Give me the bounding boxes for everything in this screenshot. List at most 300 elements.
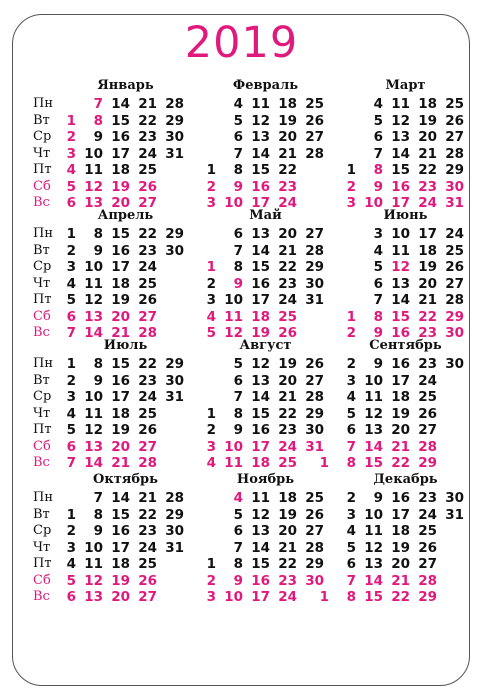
day-cell: 21 [111, 325, 130, 341]
day-cell: 5 [66, 178, 76, 195]
day-cell: 4 [66, 405, 76, 422]
day-cell: 24 [138, 145, 157, 162]
day-cell: 22 [391, 455, 410, 471]
day-cell: 28 [305, 539, 324, 556]
day-cell: 1 [66, 226, 76, 242]
weekday-label-7: Вс [33, 589, 50, 604]
day-cell: 25 [445, 242, 464, 259]
day-cell: 24 [418, 195, 437, 211]
day-cell: 11 [364, 389, 383, 405]
day-cell: 1 [206, 259, 216, 275]
day-cell: 4 [66, 556, 76, 572]
day-cell: 29 [305, 405, 324, 422]
day-cell: 2 [346, 356, 356, 372]
day-cell: 29 [418, 455, 437, 471]
day-cell: 23 [418, 325, 437, 341]
day-cell: 6 [346, 556, 356, 572]
day-cell: 18 [418, 242, 437, 259]
day-cell: 20 [418, 275, 437, 292]
day-cell: 11 [391, 242, 410, 259]
day-cell: 21 [278, 539, 297, 556]
day-cell: 9 [93, 523, 103, 539]
day-cell: 26 [305, 112, 324, 129]
day-cell: 30 [305, 572, 324, 589]
day-cell: 14 [391, 292, 410, 308]
day-cell: 11 [364, 523, 383, 539]
weekday-label-1: Пн [33, 96, 54, 111]
day-cell: 9 [233, 178, 243, 195]
day-cell: 25 [278, 455, 297, 471]
day-cell: 23 [418, 178, 437, 195]
day-cell: 2 [346, 178, 356, 195]
day-cell: 28 [445, 292, 464, 308]
day-cell: 14 [391, 145, 410, 162]
day-cell: 10 [84, 539, 103, 556]
day-cell: 10 [84, 259, 103, 275]
day-cell: 6 [233, 129, 243, 145]
weekday-label-3: Ср [33, 389, 52, 404]
day-cell: 6 [66, 438, 76, 455]
day-cell: 15 [111, 356, 130, 372]
day-cell: 26 [138, 422, 157, 438]
weekday-label-2: Вт [33, 372, 50, 388]
day-cell: 25 [305, 490, 324, 506]
day-cell: 13 [251, 129, 270, 145]
weekday-label-4: Чт [33, 405, 51, 421]
day-cell: 7 [346, 572, 356, 589]
day-cell: 26 [418, 539, 437, 556]
day-cell: 20 [391, 556, 410, 572]
day-cell: 2 [346, 325, 356, 341]
day-cell: 12 [224, 325, 243, 341]
day-cell: 18 [251, 308, 270, 325]
day-cell: 17 [391, 506, 410, 523]
day-cell: 7 [233, 539, 243, 556]
day-cell: 27 [305, 372, 324, 389]
day-cell: 28 [165, 490, 184, 506]
day-cell: 9 [93, 242, 103, 259]
day-cell: 4 [233, 96, 243, 112]
weekday-label-1: Пн [33, 490, 54, 505]
weekday-label-5: Пт [33, 162, 52, 177]
day-cell: 3 [66, 145, 76, 162]
day-cell: 20 [418, 129, 437, 145]
day-cell: 29 [165, 226, 184, 242]
day-cell: 18 [111, 405, 130, 422]
day-cell: 24 [418, 506, 437, 523]
day-cell: 27 [305, 129, 324, 145]
weekday-label-7: Вс [33, 195, 50, 210]
day-cell: 9 [373, 325, 383, 341]
day-cell: 17 [111, 145, 130, 162]
day-cell: 17 [391, 195, 410, 211]
day-cell: 1 [319, 589, 329, 605]
day-cell: 9 [373, 490, 383, 506]
month-name: Март [385, 78, 426, 93]
day-cell: 13 [364, 556, 383, 572]
day-cell: 23 [278, 178, 297, 195]
day-cell: 18 [278, 490, 297, 506]
day-cell: 19 [111, 292, 130, 308]
day-cell: 26 [445, 259, 464, 275]
day-cell: 8 [93, 226, 103, 242]
day-cell: 7 [373, 145, 383, 162]
month-name: Апрель [97, 208, 154, 223]
day-cell: 28 [305, 145, 324, 162]
day-cell: 21 [111, 455, 130, 471]
weekday-label-1: Пн [33, 226, 54, 241]
day-cell: 4 [233, 490, 243, 506]
day-cell: 10 [364, 506, 383, 523]
day-cell: 30 [445, 356, 464, 372]
day-cell: 5 [66, 572, 76, 589]
day-cell: 20 [111, 438, 130, 455]
day-cell: 13 [84, 438, 103, 455]
day-cell: 14 [251, 242, 270, 259]
weekday-label-6: Сб [33, 178, 51, 194]
weekday-label-1: Пн [33, 356, 54, 371]
day-cell: 17 [111, 539, 130, 556]
day-cell: 21 [278, 145, 297, 162]
day-cell: 11 [224, 308, 243, 325]
weekday-label-4: Чт [33, 275, 51, 291]
day-cell: 6 [66, 195, 76, 211]
day-cell: 13 [364, 422, 383, 438]
weekday-label-5: Пт [33, 292, 52, 307]
day-cell: 24 [278, 292, 297, 308]
day-cell: 10 [224, 195, 243, 211]
day-cell: 16 [251, 572, 270, 589]
day-cell: 25 [418, 389, 437, 405]
day-cell: 16 [111, 523, 130, 539]
day-cell: 10 [224, 292, 243, 308]
day-cell: 20 [278, 523, 297, 539]
day-cell: 5 [206, 325, 216, 341]
day-cell: 11 [224, 455, 243, 471]
day-cell: 7 [233, 389, 243, 405]
month-name: Май [249, 208, 282, 223]
day-cell: 3 [206, 292, 216, 308]
day-cell: 22 [138, 112, 157, 129]
day-cell: 1 [346, 162, 356, 178]
day-cell: 3 [206, 438, 216, 455]
day-cell: 5 [373, 112, 383, 129]
day-cell: 12 [251, 356, 270, 372]
weekday-label-3: Ср [33, 129, 52, 144]
day-cell: 5 [233, 356, 243, 372]
day-cell: 6 [233, 372, 243, 389]
day-cell: 22 [391, 589, 410, 605]
day-cell: 28 [418, 572, 437, 589]
day-cell: 24 [138, 259, 157, 275]
weekday-label-6: Сб [33, 572, 51, 588]
day-cell: 12 [391, 259, 410, 275]
day-cell: 7 [233, 145, 243, 162]
day-cell: 3 [206, 589, 216, 605]
day-cell: 19 [111, 422, 130, 438]
weekday-label-7: Вс [33, 455, 50, 470]
day-cell: 24 [445, 226, 464, 242]
day-cell: 5 [233, 112, 243, 129]
day-cell: 8 [233, 556, 243, 572]
day-cell: 16 [111, 242, 130, 259]
day-cell: 13 [84, 308, 103, 325]
day-cell: 20 [278, 129, 297, 145]
day-cell: 15 [391, 308, 410, 325]
day-cell: 16 [251, 178, 270, 195]
month-name: Ноябрь [236, 472, 295, 487]
day-cell: 17 [251, 438, 270, 455]
day-cell: 25 [138, 275, 157, 292]
day-cell: 3 [346, 506, 356, 523]
month-name: Февраль [232, 78, 299, 93]
day-cell: 20 [111, 308, 130, 325]
day-cell: 6 [233, 226, 243, 242]
day-cell: 22 [418, 308, 437, 325]
day-cell: 14 [84, 325, 103, 341]
day-cell: 23 [278, 572, 297, 589]
day-cell: 24 [138, 539, 157, 556]
day-cell: 14 [364, 438, 383, 455]
day-cell: 20 [111, 589, 130, 605]
day-cell: 9 [373, 178, 383, 195]
day-cell: 15 [391, 162, 410, 178]
day-cell: 10 [364, 195, 383, 211]
day-cell: 9 [233, 572, 243, 589]
day-cell: 6 [66, 308, 76, 325]
day-cell: 10 [391, 226, 410, 242]
day-cell: 31 [165, 539, 184, 556]
day-cell: 27 [418, 556, 437, 572]
day-cell: 7 [93, 490, 103, 506]
day-cell: 5 [66, 292, 76, 308]
day-cell: 12 [251, 112, 270, 129]
month-name: Август [239, 338, 292, 353]
day-cell: 15 [364, 589, 383, 605]
day-cell: 15 [111, 112, 130, 129]
day-cell: 15 [111, 506, 130, 523]
day-cell: 17 [251, 589, 270, 605]
weekday-label-4: Чт [33, 145, 51, 161]
day-cell: 13 [391, 129, 410, 145]
day-cell: 23 [138, 523, 157, 539]
day-cell: 16 [111, 129, 130, 145]
day-cell: 29 [165, 356, 184, 372]
day-cell: 6 [373, 275, 383, 292]
day-cell: 15 [251, 259, 270, 275]
day-cell: 22 [418, 162, 437, 178]
day-cell: 23 [138, 242, 157, 259]
day-cell: 2 [66, 523, 76, 539]
day-cell: 3 [66, 389, 76, 405]
day-cell: 16 [251, 275, 270, 292]
day-cell: 11 [251, 96, 270, 112]
day-cell: 21 [391, 438, 410, 455]
day-cell: 12 [364, 405, 383, 422]
month-name: Октябрь [93, 472, 158, 487]
day-cell: 17 [251, 292, 270, 308]
day-cell: 1 [206, 556, 216, 572]
day-cell: 19 [278, 356, 297, 372]
day-cell: 24 [278, 195, 297, 211]
day-cell: 7 [233, 242, 243, 259]
day-cell: 30 [445, 325, 464, 341]
day-cell: 26 [305, 506, 324, 523]
day-cell: 13 [84, 589, 103, 605]
day-cell: 2 [346, 490, 356, 506]
day-cell: 4 [206, 455, 216, 471]
day-cell: 8 [93, 112, 103, 129]
day-cell: 9 [93, 372, 103, 389]
day-cell: 8 [233, 259, 243, 275]
day-cell: 28 [138, 455, 157, 471]
day-cell: 23 [278, 422, 297, 438]
day-cell: 13 [251, 523, 270, 539]
day-cell: 30 [165, 242, 184, 259]
day-cell: 26 [305, 356, 324, 372]
day-cell: 20 [278, 226, 297, 242]
day-cell: 27 [445, 129, 464, 145]
day-cell: 16 [391, 356, 410, 372]
day-cell: 15 [251, 162, 270, 178]
day-cell: 6 [233, 523, 243, 539]
day-cell: 29 [305, 556, 324, 572]
day-cell: 1 [66, 112, 76, 129]
day-cell: 16 [111, 372, 130, 389]
day-cell: 12 [84, 572, 103, 589]
day-cell: 1 [346, 308, 356, 325]
weekday-label-3: Ср [33, 523, 52, 538]
day-cell: 6 [346, 422, 356, 438]
day-cell: 18 [278, 96, 297, 112]
day-cell: 26 [138, 572, 157, 589]
day-cell: 26 [445, 112, 464, 129]
day-cell: 30 [165, 523, 184, 539]
day-cell: 22 [138, 506, 157, 523]
day-cell: 5 [346, 539, 356, 556]
day-cell: 28 [418, 438, 437, 455]
day-cell: 22 [138, 226, 157, 242]
day-cell: 8 [373, 162, 383, 178]
day-cell: 8 [93, 506, 103, 523]
day-cell: 27 [138, 195, 157, 211]
weekday-label-2: Вт [33, 506, 50, 522]
day-cell: 27 [138, 438, 157, 455]
day-cell: 30 [305, 275, 324, 292]
day-cell: 2 [206, 572, 216, 589]
day-cell: 28 [138, 325, 157, 341]
day-cell: 8 [346, 589, 356, 605]
weekday-label-3: Ср [33, 259, 52, 274]
day-cell: 1 [206, 405, 216, 422]
day-cell: 13 [84, 195, 103, 211]
day-cell: 19 [278, 112, 297, 129]
day-cell: 11 [84, 405, 103, 422]
day-cell: 8 [373, 308, 383, 325]
day-cell: 10 [224, 589, 243, 605]
day-cell: 19 [418, 112, 437, 129]
day-cell: 8 [233, 405, 243, 422]
day-cell: 1 [66, 356, 76, 372]
day-cell: 18 [111, 275, 130, 292]
day-cell: 31 [305, 292, 324, 308]
day-cell: 21 [138, 96, 157, 112]
day-cell: 24 [418, 372, 437, 389]
day-cell: 14 [251, 145, 270, 162]
day-cell: 23 [418, 356, 437, 372]
day-cell: 31 [165, 389, 184, 405]
day-cell: 3 [346, 372, 356, 389]
day-cell: 17 [111, 389, 130, 405]
day-cell: 4 [373, 96, 383, 112]
day-cell: 18 [391, 389, 410, 405]
day-cell: 21 [418, 145, 437, 162]
day-cell: 3 [206, 195, 216, 211]
day-cell: 10 [84, 145, 103, 162]
day-cell: 13 [391, 275, 410, 292]
month-name: Сентябрь [369, 338, 442, 353]
day-cell: 18 [418, 96, 437, 112]
day-cell: 17 [251, 195, 270, 211]
day-cell: 19 [391, 405, 410, 422]
day-cell: 26 [138, 292, 157, 308]
day-cell: 28 [165, 96, 184, 112]
day-cell: 4 [373, 242, 383, 259]
day-cell: 5 [233, 506, 243, 523]
day-cell: 4 [66, 275, 76, 292]
day-cell: 7 [66, 455, 76, 471]
day-cell: 29 [418, 589, 437, 605]
day-cell: 12 [251, 506, 270, 523]
day-cell: 27 [305, 523, 324, 539]
day-cell: 2 [66, 242, 76, 259]
day-cell: 25 [278, 308, 297, 325]
day-cell: 24 [278, 589, 297, 605]
day-cell: 15 [251, 405, 270, 422]
day-cell: 23 [138, 372, 157, 389]
day-cell: 25 [445, 96, 464, 112]
day-cell: 19 [278, 506, 297, 523]
day-cell: 30 [445, 490, 464, 506]
day-cell: 6 [66, 589, 76, 605]
day-cell: 20 [278, 372, 297, 389]
day-cell: 11 [391, 96, 410, 112]
day-cell: 21 [278, 242, 297, 259]
day-cell: 30 [165, 372, 184, 389]
day-cell: 21 [391, 572, 410, 589]
day-cell: 5 [66, 422, 76, 438]
day-cell: 4 [346, 389, 356, 405]
day-cell: 3 [66, 259, 76, 275]
day-cell: 8 [346, 455, 356, 471]
day-cell: 15 [251, 556, 270, 572]
day-cell: 27 [445, 275, 464, 292]
month-name: Январь [97, 78, 154, 93]
day-cell: 24 [278, 438, 297, 455]
day-cell: 26 [138, 178, 157, 195]
weekday-label-5: Пт [33, 422, 52, 437]
day-cell: 27 [138, 589, 157, 605]
weekday-label-7: Вс [33, 325, 50, 340]
day-cell: 12 [364, 539, 383, 556]
day-cell: 22 [278, 556, 297, 572]
day-cell: 9 [233, 275, 243, 292]
day-cell: 3 [373, 226, 383, 242]
day-cell: 16 [391, 178, 410, 195]
day-cell: 23 [278, 275, 297, 292]
day-cell: 13 [251, 372, 270, 389]
day-cell: 29 [305, 259, 324, 275]
